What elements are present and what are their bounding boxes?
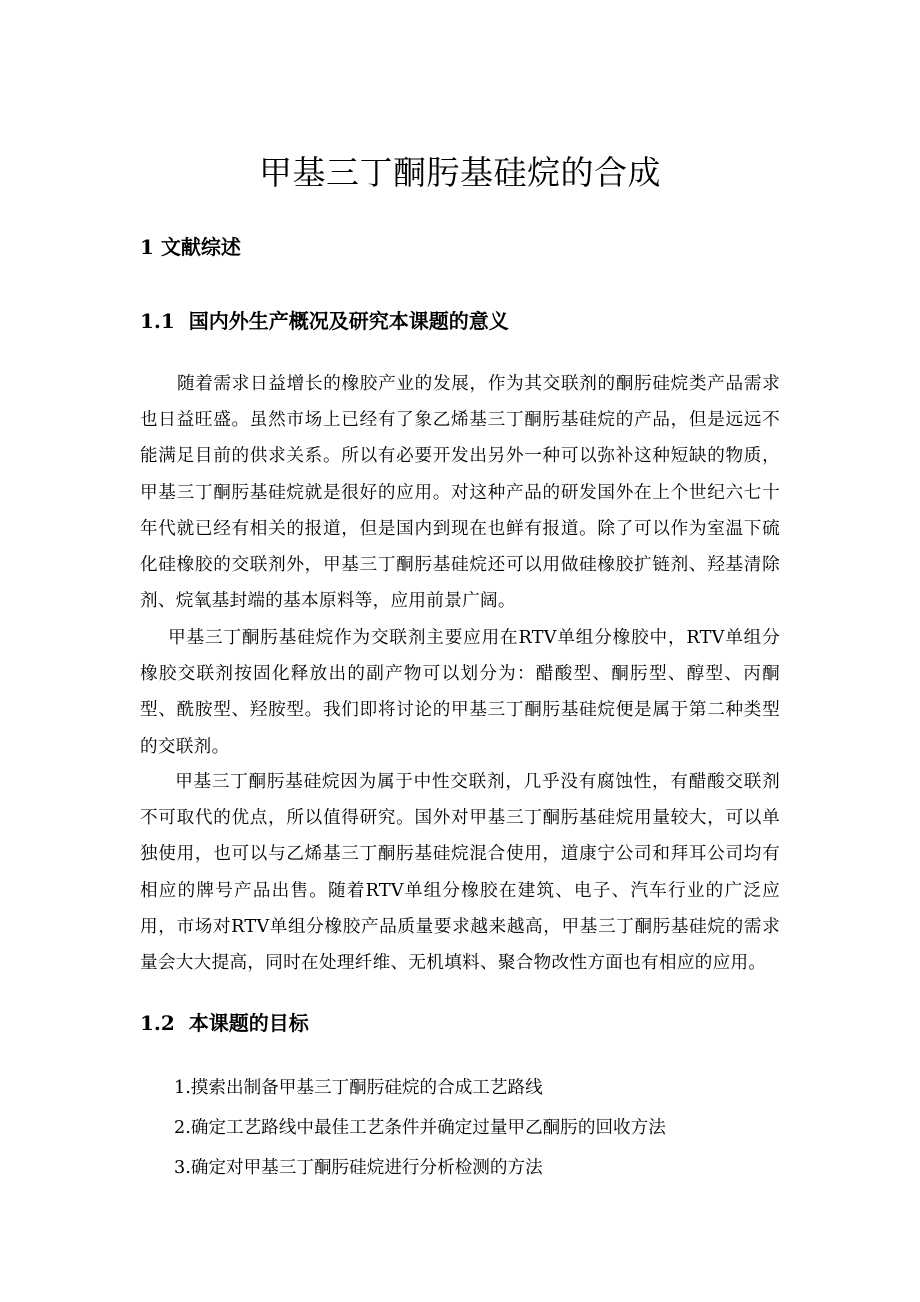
list-item: 1.摸索出制备甲基三丁酮肟硅烷的合成工艺路线 [174,1078,543,1098]
section-heading-1-1 [140,306,509,336]
section-number: 1.1 [140,309,175,333]
section-number: 1.2 [140,1011,175,1035]
section-heading-literature-review: 1 文献综述 [140,235,241,259]
section-heading-1-2 [140,1008,309,1038]
goals-list [174,1068,774,1188]
section-heading-text: 国内外生产概况及研究本课题的意义 [188,309,509,333]
section-heading-text: 本课题的目标 [188,1011,309,1035]
document-title: 甲基三丁酮肟基硅烷的合成 [259,153,661,192]
paragraph-3: 甲基三丁酮肟基硅烷因为属于中性交联剂，几乎没有腐蚀性，有醋酸交联剂不可取代的优点，所以值得研究。国外对甲基三丁酮肟基硅烷用量较大，可以单独使用，也可以与乙烯基三丁酮肟基硅烷混合使用，道康宁公司和拜耳公司均有相应的牌号产品出售。随着RTV单组分橡胶在建筑、电子、汽车行业的广泛应用，市场对RTV单组分橡胶产品质量要求越来越高，甲基三丁酮肟基硅烷的需求量会大大提高，同时在处理纤维、无机填料、聚合物改性方面也有相应的应用。 [140,772,780,974]
list-item: 2.确定工艺路线中最佳工艺条件并确定过量甲乙酮肟的回收方法 [174,1118,666,1138]
paragraph-2: 甲基三丁酮肟基硅烷作为交联剂主要应用在RTV单组分橡胶中，RTV单组分橡胶交联剂按固化释放出的副产物可以划分为：醋酸型、酮肟型、醇型、丙酮型、酰胺型、羟胺型。我们即将讨论的甲基三丁酮肟基硅烷便是属于第二种类型的交联剂。 [140,628,780,757]
list-item: 3.确定对甲基三丁酮肟硅烷进行分析检测的方法 [174,1158,543,1178]
paragraph-1: 随着需求日益增长的橡胶产业的发展，作为其交联剂的酮肟硅烷类产品需求也日益旺盛。虽然市场上已经有了象乙烯基三丁酮肟基硅烷的产品，但是远远不能满足目前的供求关系。所以有必要开发出另外一种可以弥补这种短缺的物质，甲基三丁酮肟基硅烷就是很好的应用。对这种产品的研发国外在上个世纪六七十年代就已经有相关的报道，但是国内到现在也鲜有报道。除了可以作为室温下硫化硅橡胶的交联剂外，甲基三丁酮肟基硅烷还可以用做硅橡胶扩链剂、羟基清除剂、烷氧基封端的基本原料等，应用前景广阔。 [140,374,780,612]
